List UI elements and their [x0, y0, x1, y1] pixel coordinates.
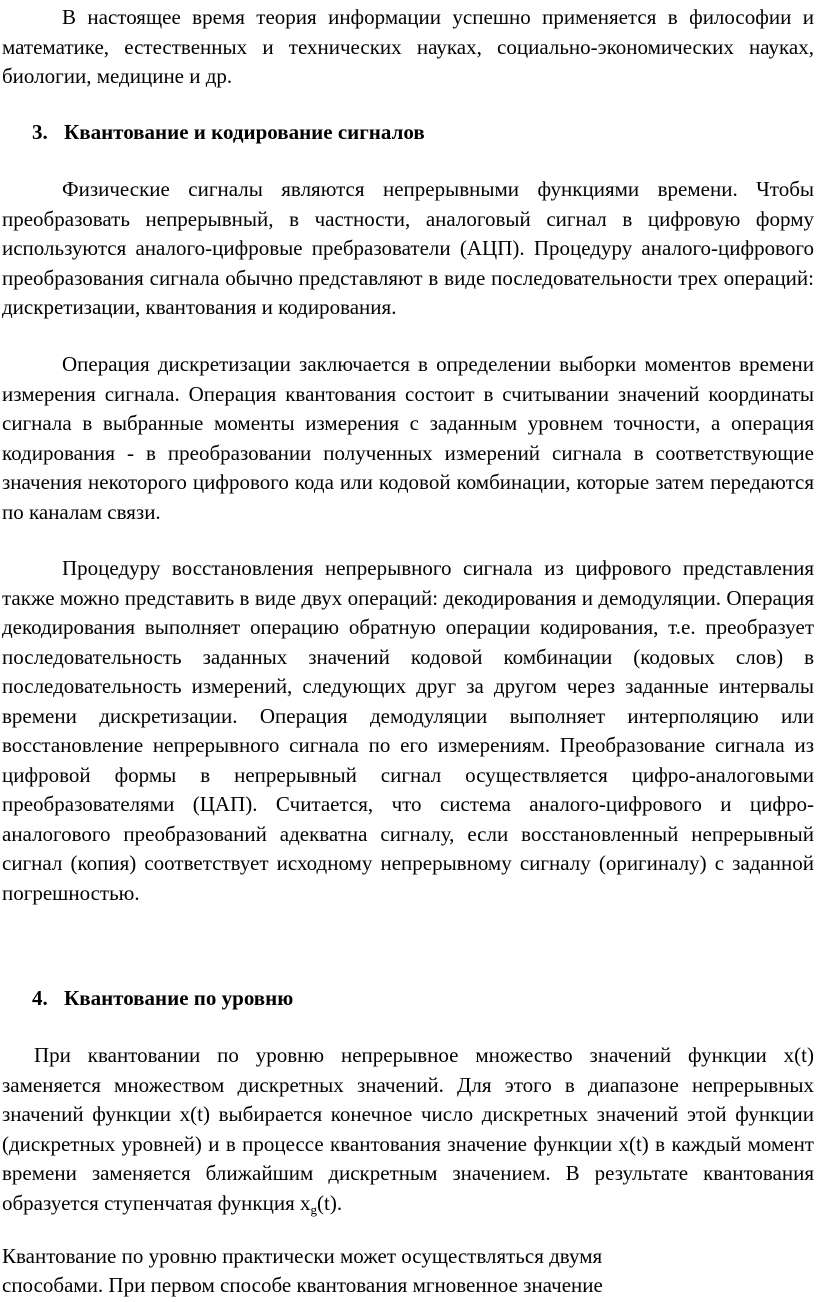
section-4-line-2: способами. При первом способе квантования мгновенное значение [2, 1273, 603, 1297]
section-3-paragraph-2: Операция дискретизации заключается в определении выборки моментов времени измерения сигнала. Операция квантования состоит в считывании значений координаты сигнала в выбранные моменты измерения с заданным уровнем точности, а операция кодирования - в преобразовании полученных измерений сигнала в соответствующие значения некоторого цифрового кода или кодовой комбинации, которые затем передаются по каналам связи. [2, 352, 814, 524]
section-3-title: Квантование и кодирование сигналов [64, 120, 425, 144]
section-4-paragraph-1 [2, 1041, 814, 1218]
section-3-heading [32, 118, 425, 148]
section-3-number: 3. [32, 120, 48, 144]
section-4-paragraph-tail: (t). [317, 1190, 343, 1215]
section-4-line-1: Квантование по уровню практически может осуществляться двумя [2, 1244, 603, 1268]
subscript-g: g [310, 1201, 317, 1217]
section-4-number: 4. [32, 986, 48, 1010]
section-4-paragraph-text: При квантовании по уровню непрерывное множество значений функции x(t) заменяется множеством дискретных значений. Для этого в диапазоне непрерывных значений функции x(t) выбирается конечное число дискретных значений этой функции (дискретных уровней) и в процессе квантования значение функции x(t) в каждый момент времени заменяется ближайшим дискретным значением. В результате квантования образуется ступенчатая функция x [2, 1043, 814, 1215]
section-3-paragraph-3: Процедуру восстановления непрерывного сигнала из цифрового представления также можно представить в виде двух операций: декодирования и демодуляции. Операция декодирования выполняет операцию обратную операции кодирования, т.е. преобразует последовательность заданных значений кодовой комбинации (кодовых слов) в последовательность измерений, следующих друг за другом через заданные интервалы времени дискретизации. Операция демодуляции выполняет интерполяцию или восстановление непрерывного сигнала по его измерениям. Преобразование сигнала из цифровой формы в непрерывный сигнал осуществляется цифро-аналоговыми преобразователями (ЦАП). Считается, что система аналого-цифрового и цифро-аналогового преобразований адекватна сигналу, если восстановленный непрерывный сигнал (копия) соответствует исходному непрерывному сигналу (оригиналу) с заданной погрешностью. [2, 556, 814, 905]
section-3-paragraph-1: Физические сигналы являются непрерывными функциями времени. Чтобы преобразовать непрерывный, в частности, аналоговый сигнал в цифровую форму используются аналого-цифровые пребразователи (АЦП). Процедуру аналого-цифрового преобразования сигнала обычно представляют в виде последовательности трех операций: дискретизации, квантования и кодирования. [2, 177, 814, 319]
section-4-heading [32, 984, 293, 1014]
intro-paragraph: В настоящее время теория информации успешно применяется в философии и математике, естественных и технических науках, социально-экономических науках, биологии, медицине и др. [2, 5, 814, 88]
section-4-title: Квантование по уровню [64, 986, 294, 1010]
